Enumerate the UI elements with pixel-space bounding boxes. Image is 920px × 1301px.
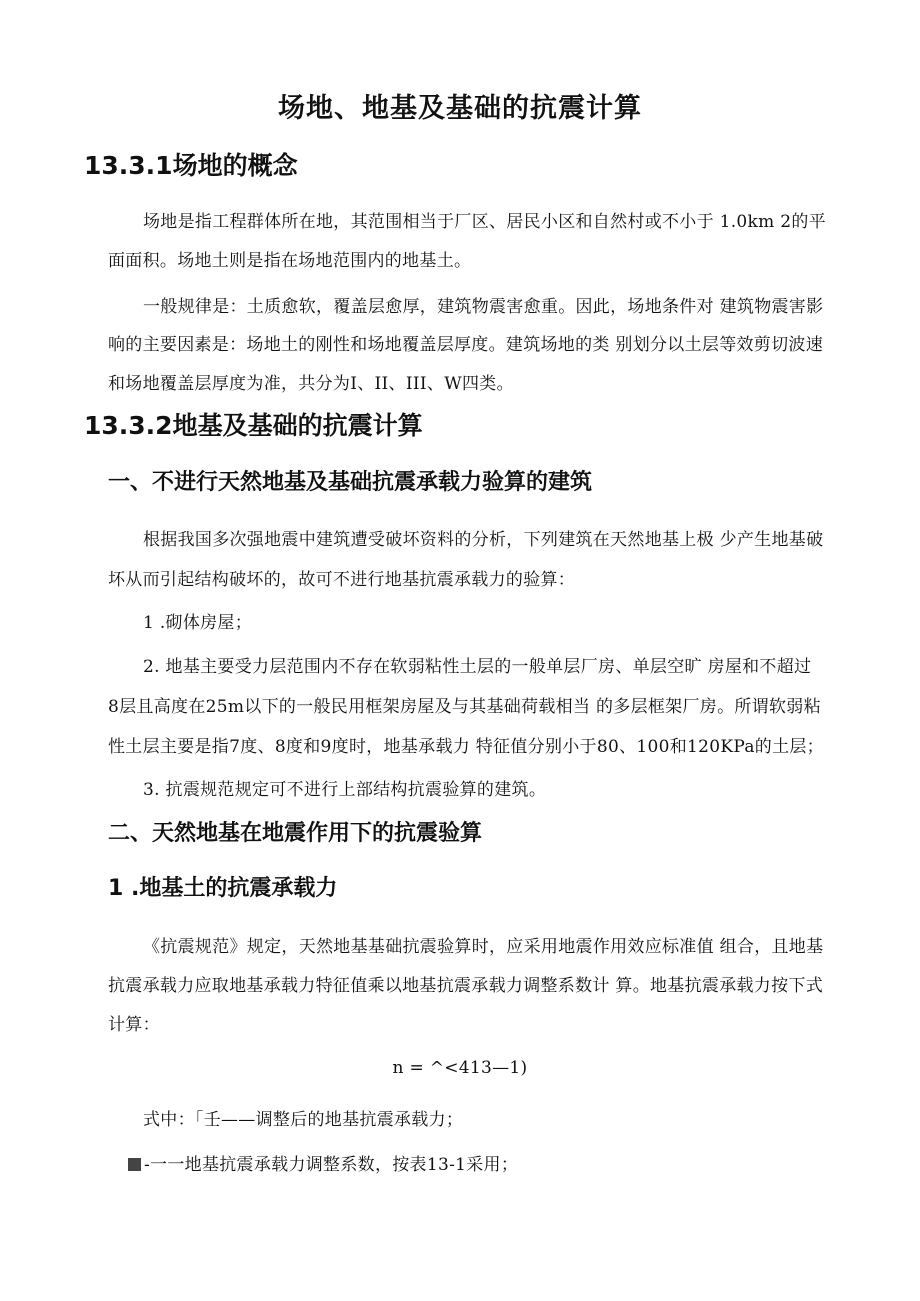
paragraph-line: 面面积。场地土则是指在场地范围内的地基土。 (108, 251, 472, 271)
subsection-heading-2: 二、天然地基在地震作用下的抗震验算 (108, 821, 483, 846)
formula-definition (128, 1150, 518, 1175)
formula-definition-text: -一一地基抗震承载力调整系数，按表13-1采用； (144, 1155, 519, 1175)
document-title: 场地、地基及基础的抗震计算 (278, 93, 642, 124)
paragraph-line: 根据我国多次强地震中建筑遭受破坏资料的分析，下列建筑在天然地基上极 少产生地基破 (143, 530, 824, 550)
subsection-heading-1: 一、不进行天然地基及基础抗震承载力验算的建筑 (108, 470, 593, 495)
list-item: 2. 地基主要受力层范围内不存在软弱粘性土层的一般单层厂房、单层空旷 房屋和不超过 (143, 657, 812, 677)
paragraph-line: 《抗震规范》规定，天然地基基础抗震验算时，应采用地震作用效应标准值 组合，且地基 (143, 937, 824, 957)
paragraph-line: 坏从而引起结构破坏的，故可不进行地基抗震承载力的验算： (108, 570, 576, 590)
section-heading-13-3-2: 13.3.2地基及基础的抗震计算 (84, 411, 423, 440)
paragraph-line: 场地是指工程群体所在地，其范围相当于厂区、居民小区和自然村或不小于 1.0km 2的平 (143, 212, 826, 232)
paragraph-line: 抗震承载力应取地基承载力特征值乘以地基抗震承载力调整系数计 算。地基抗震承载力按下式 (108, 976, 824, 996)
list-item: 3. 抗震规范规定可不进行上部结构抗震验算的建筑。 (143, 780, 547, 800)
list-item-continuation: 8层且高度在25m以下的一般民用框架房屋及与其基础荷载相当 的多层框架厂房。所谓软弱粘 (108, 697, 821, 717)
paragraph-line: 一般规律是：土质愈软，覆盖层愈厚，建筑物震害愈重。因此，场地条件对 建筑物震害影 (143, 297, 824, 317)
sub-subsection-heading: 1 .地基土的抗震承载力 (108, 876, 338, 901)
section-heading-13-3-1: 13.3.1场地的概念 (84, 151, 298, 180)
list-item: 1 .砌体房屋； (143, 613, 253, 633)
paragraph-line: 计算： (108, 1015, 160, 1035)
list-item-continuation: 性土层主要是指7度、8度和9度时，地基承载力 特征值分别小于80、100和120KPa的土层； (108, 737, 824, 757)
formula-definition: 式中：「壬——调整后的地基抗震承载力； (143, 1110, 464, 1130)
paragraph-line: 响的主要因素是：场地土的刚性和场地覆盖层厚度。建筑场地的类 别划分以土层等效剪切波速 (108, 335, 824, 355)
formula: n = ^<413—1) (392, 1058, 528, 1078)
paragraph-line: 和场地覆盖层厚度为准，共分为I、II、III、W四类。 (108, 374, 514, 394)
square-symbol-icon (128, 1158, 141, 1171)
